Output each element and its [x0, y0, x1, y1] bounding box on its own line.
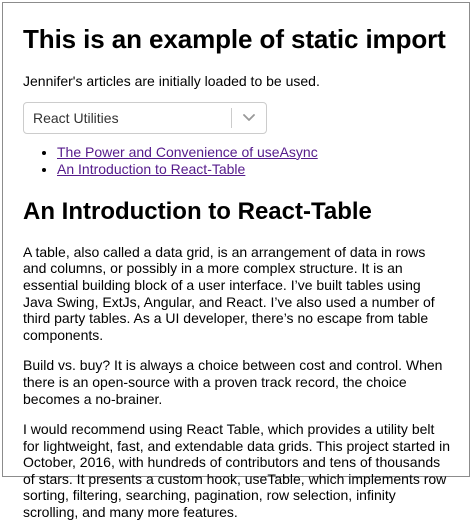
- article-paragraph: I would recommend using React Table, which provides a utility belt for lightweight, fast, and extendable data grids. This project started in October, 2016, with hundreds of contributors and tens of thousands of stars. It presents a custom hook, useTable, which implements row sorting, filtering, searching, pagination, row selection, infinity scrolling, and many more features.: [23, 421, 450, 521]
- article-paragraph: A table, also called a data grid, is an arrangement of data in rows and columns, or possibly in a more complex structure. It is an essential building block of a user interface. I’ve built tables using Java Swing, ExtJs, Angular, and React. I’ve also used a number of third party tables. As a UI developer, there’s no escape from table components.: [23, 243, 435, 343]
- page-content: [3, 3, 469, 521]
- select-value: React Utilities: [33, 109, 119, 126]
- intro-text: Jennifer's articles are initially loaded to be used.: [23, 72, 320, 89]
- article-link-use-async[interactable]: The Power and Convenience of useAsync: [57, 143, 318, 160]
- page-title: This is an example of static import: [23, 24, 446, 54]
- browser-viewport: [2, 2, 470, 521]
- article-link-react-table[interactable]: An Introduction to React-Table: [57, 160, 246, 177]
- list-item: [57, 161, 451, 178]
- chevron-down-icon[interactable]: [232, 103, 266, 133]
- category-select[interactable]: [23, 102, 267, 134]
- article-paragraph: Build vs. buy? It is always a choice between cost and control. When there is an open-source with a proven track record, the choice becomes a no-brainer.: [23, 357, 443, 407]
- article-title: An Introduction to React-Table: [23, 198, 372, 226]
- article-link-list: [23, 144, 451, 178]
- list-item: [57, 144, 451, 161]
